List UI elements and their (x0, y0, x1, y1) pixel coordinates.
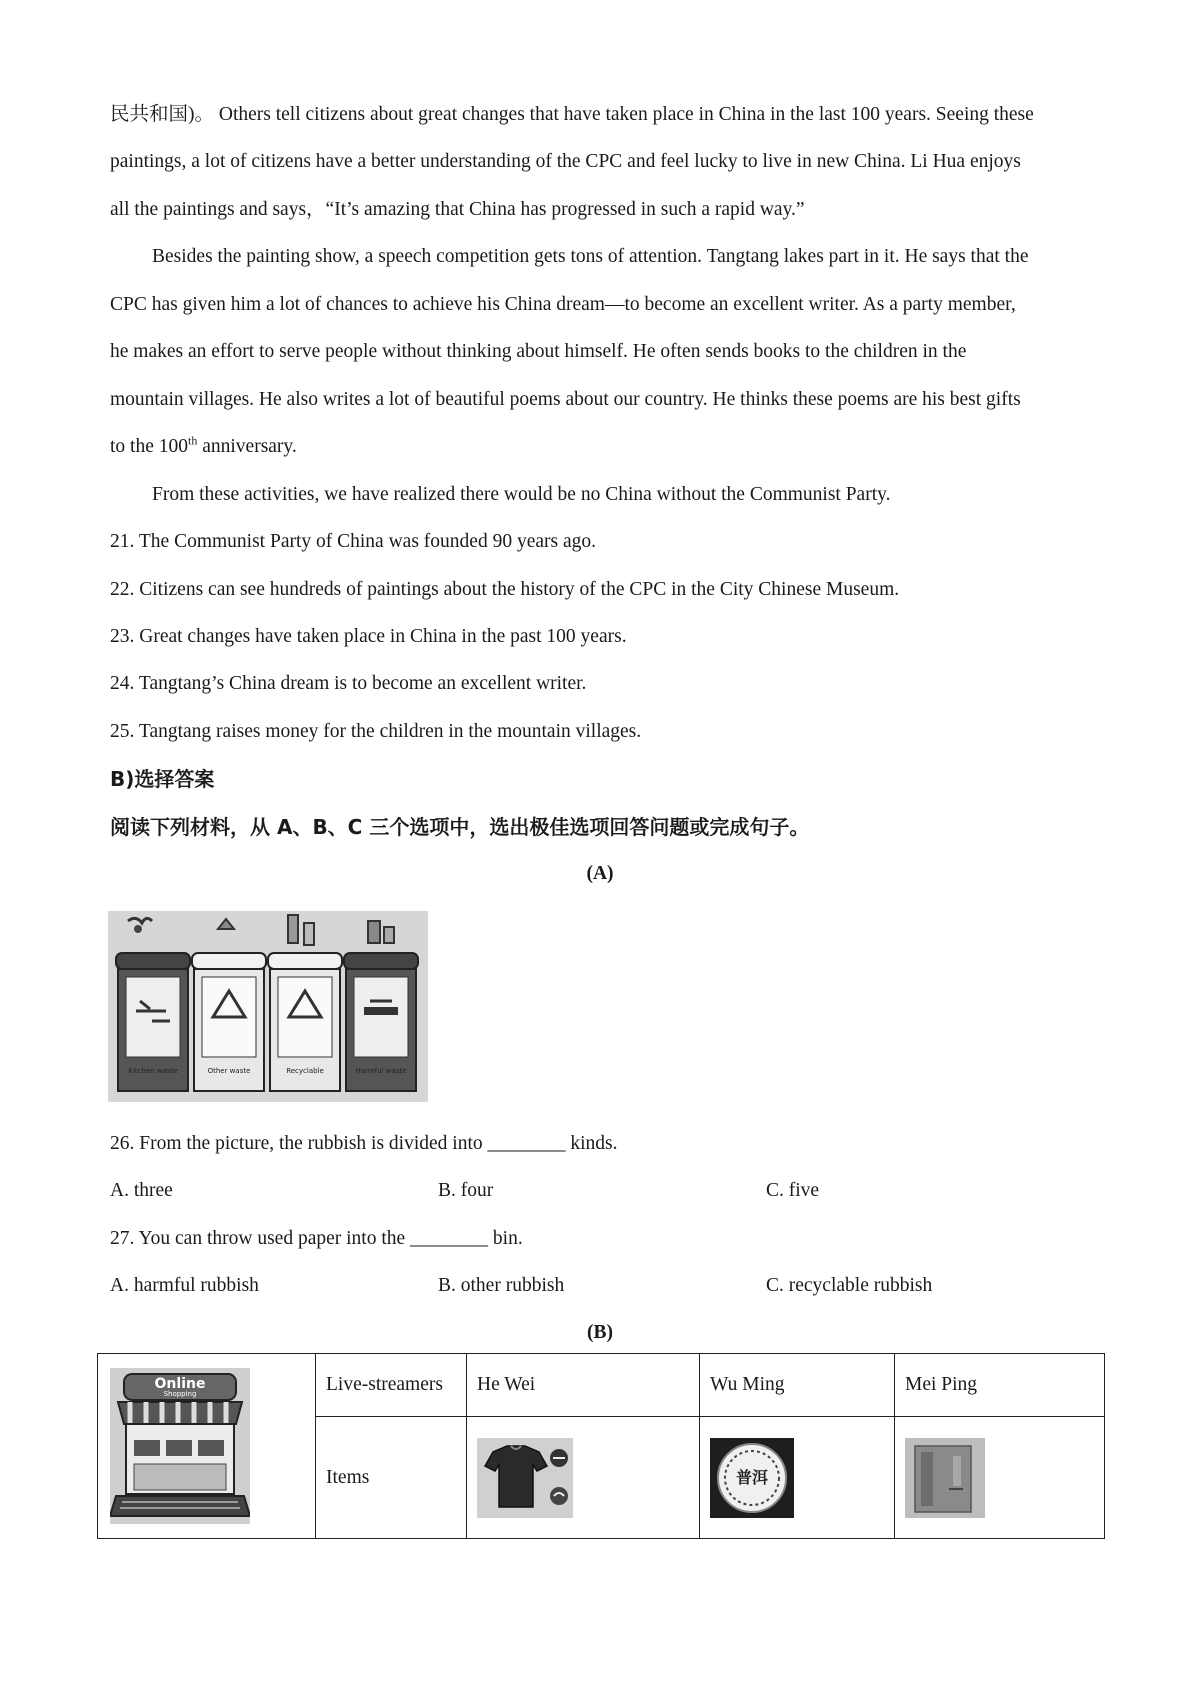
bin-label: Kitchen waste (128, 1067, 178, 1075)
book-box-item-image (905, 1438, 985, 1518)
section-b-heading: B)选择答案 (110, 767, 215, 791)
streamer-cell: Mei Ping (895, 1354, 1105, 1417)
passage-line: From these activities, we have realized there would be no China without the Communist Party. (152, 484, 891, 505)
part-b-label: (B) (587, 1322, 613, 1343)
shop-sign-text: Online (154, 1376, 206, 1392)
statement-21: 21. The Communist Party of China was founded 90 years ago. (110, 531, 596, 552)
passage-line: he makes an effort to serve people without thinking about himself. He often sends books to the children in the (110, 341, 967, 362)
passage-line (110, 433, 1100, 461)
online-shop-image (110, 1368, 250, 1524)
item-cell-he-wei (467, 1417, 700, 1539)
option-27-a[interactable]: A. harmful rubbish (110, 1275, 259, 1296)
passage-line: 民共和国)。 Others tell citizens about great changes that have taken place in China in the last 100 years. Seeing these (110, 104, 1034, 125)
passage-line: all the paintings and says，“It’s amazing that China has progressed in such a rapid way.” (110, 199, 805, 220)
passage-text: anniversary. (197, 436, 297, 457)
option-27-c[interactable]: C. recyclable rubbish (766, 1275, 933, 1296)
statement-22: 22. Citizens can see hundreds of paintings about the history of the CPC in the City Chinese Museum. (110, 579, 900, 600)
item-cell-wu-ming (700, 1417, 895, 1539)
passage-line: mountain villages. He also writes a lot of beautiful poems about our country. He thinks these poems are his best gifts (110, 389, 1021, 410)
tea-cake-text: 普洱 (735, 1467, 768, 1487)
bin-label: Other waste (207, 1067, 251, 1075)
passage-line: paintings, a lot of citizens have a better understanding of the CPC and feel lucky to live in new China. Li Hua enjoys (110, 151, 1021, 172)
rubbish-bins-figure (108, 911, 428, 1102)
option-26-c[interactable]: C. five (766, 1180, 820, 1201)
statement-24: 24. Tangtang’s China dream is to become an excellent writer. (110, 673, 587, 694)
section-b-instruction: 阅读下列材料，从 A、B、C 三个选项中，选出极佳选项回答问题或完成句子。 (110, 815, 810, 839)
part-a-label: (A) (586, 863, 614, 884)
live-streamers-table (97, 1353, 1105, 1539)
passage-text: to the 100 (110, 436, 188, 457)
option-26-b[interactable]: B. four (438, 1180, 494, 1201)
item-cell-mei-ping (895, 1417, 1105, 1539)
bin-label: Harmful waste (355, 1067, 407, 1075)
passage-line: CPC has given him a lot of chances to achieve his China dream—to become an excellent writer. As a party member, (110, 294, 1016, 315)
question-26: 26. From the picture, the rubbish is divided into ________ kinds. (110, 1133, 618, 1154)
tshirt-item-image (477, 1438, 573, 1518)
tea-cake-item-image (710, 1438, 794, 1518)
online-shop-cell (98, 1354, 316, 1539)
ordinal-superscript: th (188, 433, 198, 448)
streamer-cell: Wu Ming (700, 1354, 895, 1417)
bin-label: Recyclable (286, 1067, 324, 1075)
shop-sign-subtext: Shopping (163, 1390, 197, 1398)
option-26-a[interactable]: A. three (110, 1180, 173, 1201)
statement-25: 25. Tangtang raises money for the children in the mountain villages. (110, 721, 642, 742)
header-label-cell: Live-streamers (316, 1354, 467, 1417)
streamer-cell: He Wei (467, 1354, 700, 1417)
statement-23: 23. Great changes have taken place in China in the past 100 years. (110, 626, 627, 647)
table-row (98, 1354, 1105, 1417)
question-27: 27. You can throw used paper into the ________ bin. (110, 1228, 523, 1249)
passage-line: Besides the painting show, a speech competition gets tons of attention. Tangtang lakes part in it. He says that the (152, 246, 1029, 267)
option-27-b[interactable]: B. other rubbish (438, 1275, 565, 1296)
row-label-cell: Items (316, 1417, 467, 1539)
